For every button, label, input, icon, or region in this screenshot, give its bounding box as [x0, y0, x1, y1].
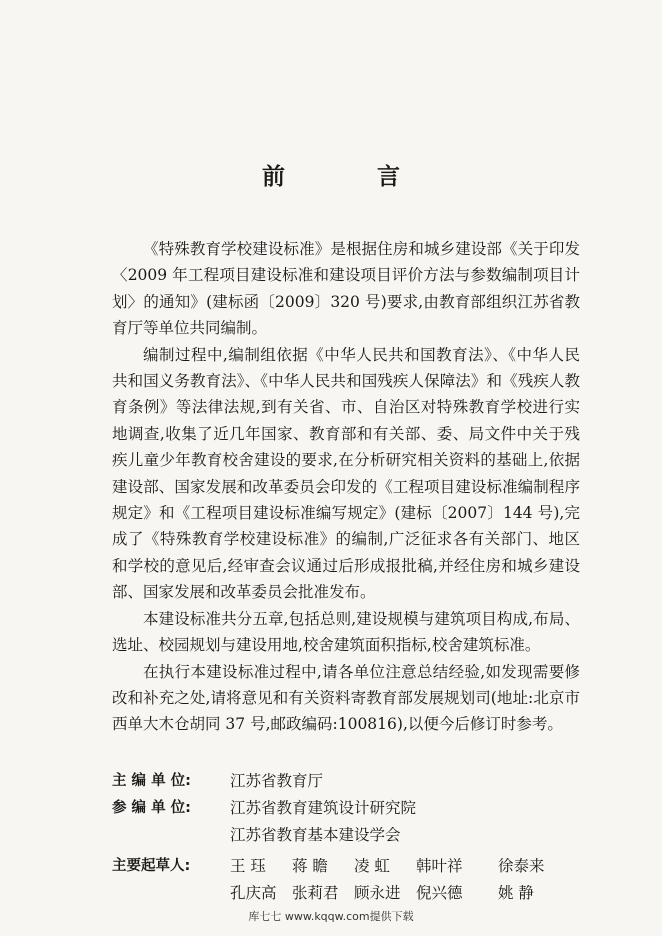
chief-editor-unit: 江苏省教育厅	[230, 772, 324, 790]
paragraph: 在执行本建设标准过程中,请各单位注意总结经验,如发现需要修改和补充之处,请将意见和有关资料寄教育部发展规划司(地址:北京市西单大木仓胡同 37 号,邮政编码:100816),以便今后修订时参考。	[112, 662, 580, 734]
download-footer: 库七七 www.kqqw.com提供下载	[248, 910, 414, 923]
drafter-name: 倪兴德	[416, 884, 463, 902]
drafter-name: 张莉君	[292, 884, 339, 902]
participating-unit: 江苏省教育建筑设计研究院	[230, 799, 417, 817]
drafter-name: 徐泰来	[498, 857, 545, 875]
drafter-name: 韩叶祥	[416, 857, 463, 875]
paragraph: 本建设标准共分五章,包括总则,建设规模与建筑项目构成,布局、选址、校园规划与建设用地,校舍建筑面积指标,校舍建筑标准。	[112, 609, 580, 655]
drafter-name: 顾永进	[354, 884, 401, 902]
drafters-list	[230, 853, 574, 907]
participating-unit: 江苏省教育基本建设学会	[230, 826, 401, 844]
chief-editor-label: 主 编 单 位:	[112, 773, 191, 789]
page-title: 前 言	[261, 164, 442, 190]
participating-units-row	[112, 795, 582, 849]
drafter-name: 王 珏	[230, 857, 266, 875]
preface-body	[112, 236, 580, 738]
drafters-label: 主要起草人:	[112, 858, 191, 874]
chief-editor-row	[112, 768, 582, 795]
drafter-name: 凌 虹	[354, 857, 390, 875]
paragraph: 编制过程中,编制组依据《中华人民共和国教育法》、《中华人民共和国义务教育法》、《中华人民共和国残疾人保障法》和《残疾人教育条例》等法律法规,到有关省、市、自治区对特殊教育学校进行实地调查,收集了近几年国家、教育部和有关部、委、局文件中关于残疾儿童少年教育校舍建设的要求,在分析研究相关资料的基础上,依据建设部、国家发展和改革委员会印发的《工程项目建设标准编制程序规定》和《工程项目建设标准编写规定》(建标〔2007〕144 号),完成了《特殊教育学校建设标准》的编制,广泛征求各有关部门、地区和学校的意见后,经审查会议通过后形成报批稿,并经住房和城乡建设部、国家发展和改革委员会批准发布。	[112, 345, 580, 602]
participating-units-label: 参 编 单 位:	[112, 800, 191, 816]
drafter-name: 姚 静	[498, 884, 534, 902]
paragraph: 《特殊教育学校建设标准》是根据住房和城乡建设部《关于印发〈2009 年工程项目建设标准和建设项目评价方法与参数编制项目计划〉的通知》(建标函〔2009〕320 号)要求,由教育部组织江苏省教育厅等单位共同编制。	[112, 240, 580, 338]
drafter-name: 孔庆高	[230, 884, 277, 902]
drafters-row	[112, 853, 582, 907]
credits-block	[112, 768, 582, 907]
drafter-name: 蒋 瞻	[292, 857, 328, 875]
